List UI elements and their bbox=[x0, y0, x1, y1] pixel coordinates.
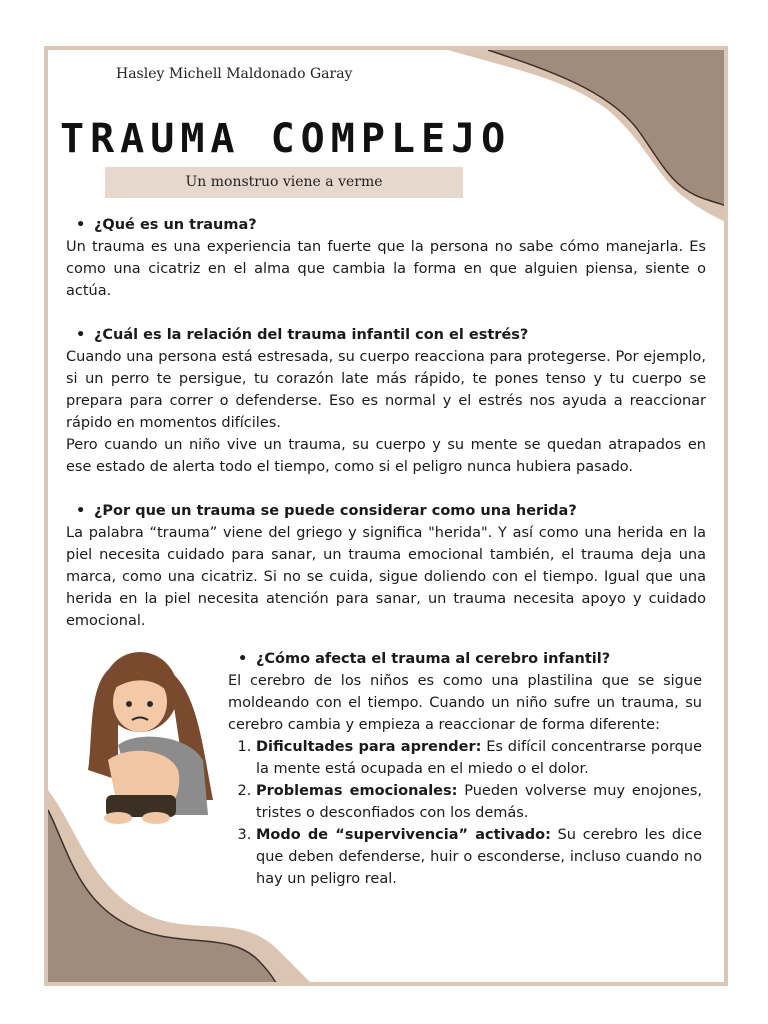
subtitle-text: Un monstruo viene a verme bbox=[185, 174, 383, 190]
list-item-term: Problemas emocionales: bbox=[256, 783, 458, 799]
wave-top-dark bbox=[488, 50, 728, 208]
answer-paragraph: Un trauma es una experiencia tan fuerte que la persona no sabe cómo manejarla. Es como una cicatriz en el alma que cambia la forma en que alguien piensa, siente o actúa. bbox=[66, 239, 706, 299]
answer-paragraph: Pero cuando un niño vive un trauma, su cuerpo y su mente se quedan atrapados en ese estado de alerta todo el tiempo, como si el peligro nunca hubiera pasado. bbox=[66, 437, 706, 475]
list-item-text: Su cerebro les dice que deben defenderse, huir o esconderse, incluso cuando no hay un peligro real. bbox=[256, 827, 702, 887]
author-name: Hasley Michell Maldonado Garay bbox=[116, 66, 353, 82]
list-item bbox=[256, 780, 702, 824]
answer-paragraph: El cerebro de los niños es como una plastilina que se sigue moldeando con el tiempo. Cuando un niño sufre un trauma, su cerebro cambia y empieza a reaccionar de forma diferente: bbox=[228, 673, 702, 733]
subtitle-banner bbox=[105, 167, 463, 198]
sad-girl-illustration-icon bbox=[78, 650, 218, 825]
document-page bbox=[44, 46, 728, 986]
question-heading bbox=[66, 324, 706, 346]
answer-paragraph: Cuando una persona está estresada, su cuerpo reacciona para protegerse. Por ejemplo, si un perro te persigue, tu corazón late más rápido, te pones tenso y tu cuerpo se prepara para correr o defenderse. Eso es normal y el estrés nos ayuda a reaccionar rápido en momentos difíciles. bbox=[66, 349, 706, 431]
question-heading bbox=[66, 500, 706, 522]
bullet-icon: • bbox=[76, 217, 86, 233]
bullet-icon: • bbox=[76, 503, 86, 519]
list-item-term: Modo de “supervivencia” activado: bbox=[256, 827, 551, 843]
question-heading bbox=[66, 214, 706, 236]
bullet-icon: • bbox=[238, 651, 248, 667]
question-text: ¿Qué es un trauma? bbox=[94, 217, 257, 233]
list-item bbox=[256, 824, 702, 890]
bullet-icon: • bbox=[76, 327, 86, 343]
list-item-term: Dificultades para aprender: bbox=[256, 739, 482, 755]
brain-section bbox=[228, 648, 702, 890]
question-heading bbox=[228, 648, 702, 670]
answer-paragraph: La palabra “trauma” viene del griego y significa "herida". Y así como una herida en la piel necesita cuidado para sanar, un trauma emocional también, el trauma deja una marca, como una cicatriz. Si no se cuida, sigue doliendo con el tiempo. Igual que una herida en la piel necesita atención para sanar, un trauma necesita apoyo y cuidado emocional. bbox=[66, 525, 706, 629]
page-title: TRAUMA COMPLEJO bbox=[60, 116, 512, 162]
main-content bbox=[66, 214, 706, 632]
list-item-text: Pueden volverse muy enojones, tristes o desconfiados con los demás. bbox=[256, 783, 702, 821]
list-item-text: Es difícil concentrarse porque la mente está ocupada en el miedo o el dolor. bbox=[256, 739, 702, 777]
effects-list bbox=[228, 736, 702, 890]
question-text: ¿Por que un trauma se puede considerar como una herida? bbox=[94, 503, 577, 519]
question-text: ¿Cuál es la relación del trauma infantil con el estrés? bbox=[94, 327, 529, 343]
question-text: ¿Cómo afecta el trauma al cerebro infantil? bbox=[256, 651, 611, 667]
list-item bbox=[256, 736, 702, 780]
